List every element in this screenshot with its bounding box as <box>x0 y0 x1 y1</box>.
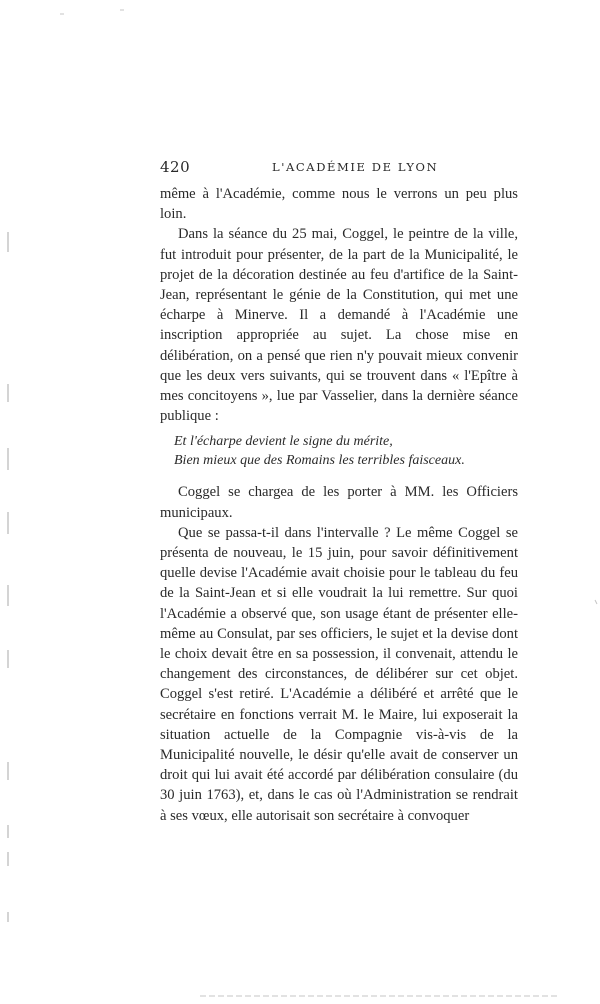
paragraph-continuation: même à l'Académie, comme nous le verrons un peu plus loin. <box>160 186 518 223</box>
verse-line: Bien mieux que des Romains les terribles faisceaux. <box>174 453 465 469</box>
scan-speck <box>595 600 597 604</box>
paragraph-intervalle: Que se passa-t-il dans l'intervalle ? Le même Coggel se présenta de nouveau, le 15 juin, pour savoir définitivement quelle devise l'Académie avait choisie pour le tableau du feu de la Saint-Jean et si elle voudrait la lui remettre. Sur quoi l'Académie a observé que, son usage étant de présenter elle-même au Consulat, par ses officiers, le sujet et la devise dont le choix devait être en sa possession, il convenait, attendu le changement des circonstances, de délibérer sur cet objet. Coggel s'est retiré. L'Académie a délibéré et arrêté que le secrétaire en fonctions verrait M. le Maire, lui exposerait la situation actuelle de la Compagnie vis-à-vis de la Municipalité nouvelle, le désir qu'elle avait de conserver un droit qui lui avait été accordé par délibération consulaire (du 30 juin 1763), et, dans le cas où l'Administration se rendrait à ses vœux, elle autorisait son secrétaire à convoquer <box>160 524 518 824</box>
verse-quotation <box>174 432 518 470</box>
body-text <box>160 184 518 826</box>
page-number: 420 <box>160 158 191 176</box>
running-title: L'ACADÉMIE DE LYON <box>272 160 439 174</box>
paragraph-coggel: Coggel se chargea de les porter à MM. les Officiers municipaux. <box>160 484 518 521</box>
verse-line: Et l'écharpe devient le signe du mérite, <box>174 434 393 450</box>
paragraph-seance-25-mai: Dans la séance du 25 mai, Coggel, le peintre de la ville, fut introduit pour présenter, de la part de la Municipalité, le projet de la décoration destinée au feu d'artifice de la Saint-Jean, représentant le génie de la Constitution, qui met une écharpe à Minerve. Il a demandé à l'Académie une inscription appropriée au sujet. La chose mise en délibération, on a pensé que rien n'y pouvait mieux convenir que les deux vers suivants, qui se trouvent dans « l'Epître à mes concitoyens », lue par Vasselier, dans la dernière séance publique : <box>160 226 518 425</box>
page-header <box>160 158 516 178</box>
